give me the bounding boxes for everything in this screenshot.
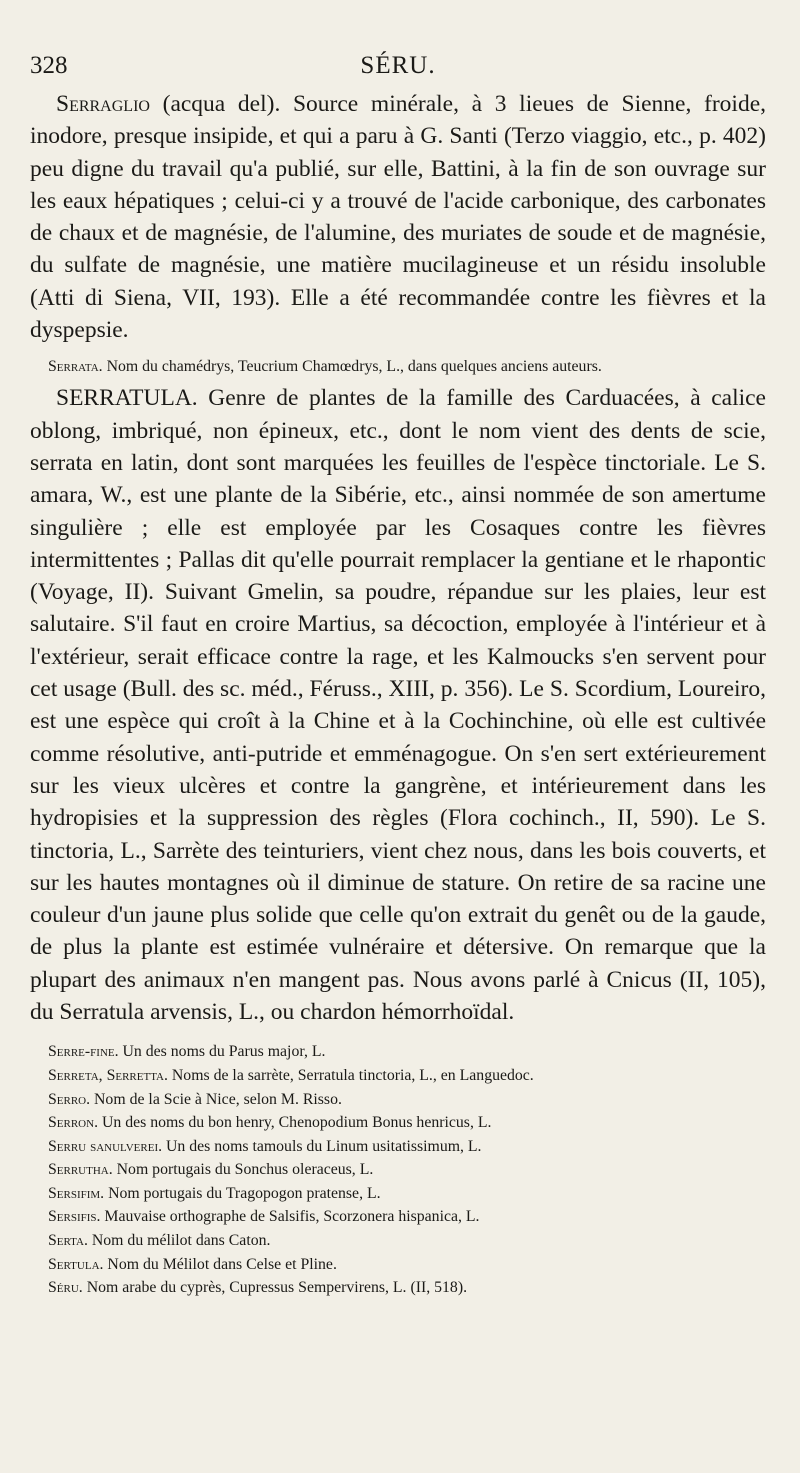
short-entries-list	[30, 1040, 766, 1300]
list-item	[30, 1135, 766, 1159]
entry-headword: Serta.	[48, 1232, 88, 1250]
entry-headword: Serrata.	[48, 358, 103, 376]
entry-text: Nom du mélilot dans Caton.	[87, 1232, 271, 1250]
list-item	[30, 1253, 766, 1277]
list-item	[30, 1040, 766, 1064]
list-item	[30, 1111, 766, 1135]
entry-text: Nom du Mélilot dans Celse et Pline.	[103, 1255, 337, 1273]
entry-text: Nom du chamédrys, Teucrium Chamœdrys, L., dans quelques anciens auteurs.	[102, 358, 602, 376]
entry-text: Nom de la Scie à Nice, selon M. Risso.	[90, 1090, 342, 1108]
entry-headword: Serron.	[48, 1114, 99, 1132]
entry-serratula	[30, 382, 766, 1028]
entry-headword: Serrutha.	[48, 1161, 113, 1179]
entry-text: Nom portugais du Sonchus oleraceus, L.	[112, 1161, 374, 1179]
entry-text: Nom portugais du Tragopogon pratense, L.	[104, 1184, 381, 1202]
list-item	[30, 1276, 766, 1300]
entry-headword: SERRATULA.	[56, 385, 198, 412]
entry-text: Un des noms du Parus major, L.	[118, 1043, 326, 1061]
entry-text: (acqua del). Source minérale, à 3 lieues de Sienne, froide, inodore, presque insipide, et qui a paru à G. Santi (Terzo viaggio, etc., p. 402) peu digne du travail qu'a publié, sur elle, Battini, à la fin de son ouvrage sur les eaux hépatiques ; celui-ci y a trouvé de l'acide carbonique, des carbonates de chaux et de magnésie, de l'alumine, des muriates de soude et de magnésie, du sulfate de magnésie, une matière mucilagineuse et un résidu insoluble (Atti di Siena, VII, 193). Elle a été recommandée contre les fièvres et la dyspepsie.	[30, 91, 766, 344]
running-head: SÉRU.	[360, 52, 436, 79]
entry-text: Un des noms tamouls du Linum usitatissimum, L.	[162, 1137, 482, 1155]
entry-headword: Serraglio	[56, 91, 150, 117]
entry-serraglio	[30, 88, 766, 346]
page-number: 328	[30, 52, 68, 79]
entry-headword: Sertula.	[48, 1255, 104, 1273]
list-item	[30, 1182, 766, 1206]
entry-serrata	[30, 356, 766, 378]
page-header	[30, 48, 766, 88]
list-item	[30, 1205, 766, 1229]
entry-text: Un des noms du bon henry, Chenopodium Bonus henricus, L.	[98, 1114, 492, 1132]
entry-text: Mauvaise orthographe de Salsifis, Scorzonera hispanica, L.	[100, 1208, 480, 1226]
entry-headword: Serreta, Serretta.	[48, 1066, 168, 1084]
list-item	[30, 1158, 766, 1182]
entry-text: Noms de la sarrète, Serratula tinctoria, L., en Languedoc.	[167, 1066, 534, 1084]
list-item	[30, 1064, 766, 1088]
entry-headword: Serru sanulverei.	[48, 1137, 163, 1155]
list-item	[30, 1088, 766, 1112]
entry-headword: Serro.	[48, 1090, 91, 1108]
list-item	[30, 1229, 766, 1253]
entry-headword: Séru.	[48, 1279, 83, 1297]
entry-headword: Sersifim.	[48, 1184, 105, 1202]
entry-headword: Serre-fine.	[48, 1043, 119, 1061]
entry-text: Nom arabe du cyprès, Cupressus Sempervirens, L. (II, 518).	[82, 1279, 468, 1297]
entry-headword: Sersifis.	[48, 1208, 101, 1226]
entry-text: Genre de plantes de la famille des Carduacées, à calice oblong, imbriqué, non épineux, etc., dont le nom vient des dents de scie, serrata en latin, dont sont marquées les feuilles de l'espèce tinctoriale. Le S. amara, W., est une plante de la Sibérie, etc., ainsi nommée de son amertume singulière ; elle est employée par les Cosaques contre les fièvres intermittentes ; Pallas dit qu'elle pourrait remplacer la gentiane et le rhapontic (Voyage, II). Suivant Gmelin, sa poudre, répandue sur les plaies, leur est salutaire. S'il faut en croire Martius, sa décoction, employée à l'intérieur et à l'extérieur, serait efficace contre la rage, et les Kalmoucks s'en servent pour cet usage (Bull. des sc. méd., Féruss., XIII, p. 356). Le S. Scordium, Loureiro, est une espèce qui croît à la Chine et à la Cochinchine, où elle est cultivée comme résolutive, anti-putride et emménagogue. On s'en sert extérieurement sur les vieux ulcères et contre la gangrène, et intérieurement dans les hydropisies et la suppression des règles (Flora cochinch., II, 590). Le S. tinctoria, L., Sarrète des teinturiers, vient chez nous, dans les bois couverts, et sur les hautes montagnes où il diminue de stature. On retire de sa racine une couleur d'un jaune plus solide que celle qu'on extrait du genêt ou de la gaude, de plus la plante est estimée vulnéraire et détersive. On remarque que la plupart des animaux n'en mangent pas. Nous avons parlé à Cnicus (II, 105), du Serratula arvensis, L., ou chardon hémorrhoïdal.	[30, 385, 766, 1026]
